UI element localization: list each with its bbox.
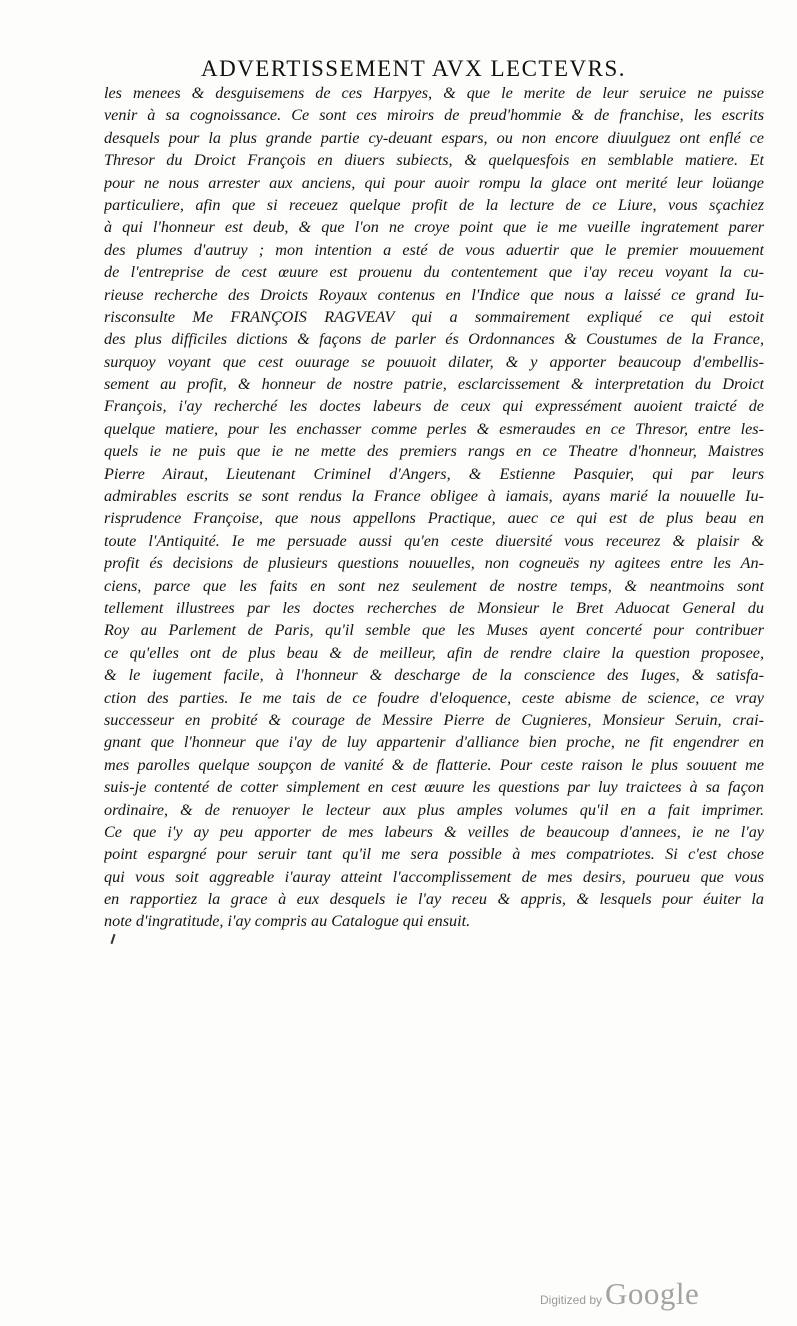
text-line: risconsulte Me FRANÇOIS RAGVEAV qui a sommairement expliqué ce qui estoit: [104, 307, 764, 326]
text-line: rieuse recherche des Droicts Royaux contenus en l'Indice que nous a laissé ce grand Iu-: [104, 285, 764, 304]
text-line: quels ie ne puis que ie ne mette des premiers rangs en ce Theatre d'honneur, Maistres: [104, 442, 764, 461]
digitized-watermark: [540, 1276, 699, 1316]
watermark-prefix: Digitized by: [540, 1293, 603, 1307]
text-line: en rapportiez la grace à eux desquels ie l'ay receu & appris, & lesquels pour éuiter la: [104, 890, 764, 909]
text-line: ordinaire, & de renuoyer le lecteur aux plus amples volumes qu'il en a fait imprimer.: [104, 800, 764, 819]
text-line: des plus difficiles dictions & façons de parler és Ordonnances & Coustumes de la France,: [104, 330, 764, 349]
text-line: à qui l'honneur est deub, & que l'on ne croye point que ie me vueille ingratement parer: [104, 218, 764, 237]
text-line: particuliere, afin que si receuez quelque profit de la lecture de ce Liure, vous sçachiez: [104, 195, 764, 214]
text-line: point espargné pour seruir tant qu'il me sera possible à mes compatriotes. Si c'est chose: [104, 845, 764, 864]
text-line: de l'entreprise de cest œuure est prouenu du contentement que i'ay receu voyant la cu-: [104, 263, 764, 282]
text-line: successeur en probité & courage de Messire Pierre de Cugnieres, Monsieur Seruin, crai-: [104, 710, 764, 729]
text-line: sement au profit, & honneur de nostre patrie, esclarcissement & interpretation du Droict: [104, 375, 764, 394]
text-line-last: note d'ingratitude, i'ay compris au Catalogue qui ensuit.: [104, 912, 471, 931]
body-text: [104, 82, 764, 933]
text-line: quelque matiere, pour les enchasser comme perles & esmeraudes en ce Thresor, entre les-: [104, 419, 764, 438]
text-line: François, i'ay recherché les doctes labeurs de ceux qui expressément auoient traicté de: [104, 397, 764, 416]
text-line: surquoy voyant que cest ouurage se pouuoit dilater, & y apporter beaucoup d'embellis-: [104, 352, 764, 371]
text-line: mes parolles quelque soupçon de vanité & de flatterie. Pour ceste raison le plus souuent me: [104, 755, 764, 774]
running-head: ADVERTISSEMENT AVX LECTEVRS.: [200, 56, 627, 81]
text-line: desquels pour la plus grande partie cy-deuant espars, ou non encore diuulguez ont enflé ce: [104, 128, 764, 147]
text-line: des plumes d'autruy ; mon intention a esté de vous aduertir que le premier mouuement: [104, 240, 764, 259]
text-line: Roy au Parlement de Paris, qu'il semble que les Muses ayent concerté pour contribuer: [104, 621, 764, 640]
text-line: Thresor du Droict François en diuers subiects, & quelquesfois en semblable matiere. Et: [104, 151, 764, 170]
text-line: qui vous soit aggreable i'auray atteint l'accomplissement de mes desirs, pourueu que vous: [104, 867, 764, 886]
text-line: ce qu'elles ont de plus beau & de meilleur, afin de rendre claire la question proposee,: [104, 643, 764, 662]
text-line: & le iugement facile, à l'honneur & descharge de la conscience des Iuges, & satisfa-: [104, 666, 764, 685]
text-line: toute l'Antiquité. Ie me persuade aussi qu'en ceste diuersité vous receurez & plaisir &: [104, 531, 764, 550]
text-line: ction des parties. Ie me tais de ce foudre d'eloquence, ceste abisme de science, ce vray: [104, 688, 764, 707]
text-line: pour ne nous arrester aux anciens, qui pour auoir rompu la glace ont merité leur loüange: [104, 173, 764, 192]
text-line: risprudence Françoise, que nous appellons Practique, auec ce qui est de plus beau en: [104, 509, 764, 528]
text-line: Pierre Airaut, Lieutenant Criminel d'Angers, & Estienne Pasquier, qui par leurs: [104, 464, 764, 483]
google-logo: Google: [605, 1276, 700, 1311]
ink-mark: [111, 934, 116, 944]
text-line: profit és decisions de plusieurs questions nouuelles, non cogneuës ny agitees entre les An-: [104, 554, 764, 573]
text-line: ciens, parce que les faits en sont nez seulement de nostre temps, & neantmoins sont: [104, 576, 764, 595]
text-line: Ce que i'y ay peu apporter de mes labeurs & veilles de beaucoup d'annees, ie ne l'ay: [104, 822, 764, 841]
text-line: suis-je contenté de cotter simplement en cest œuure les questions par luy traictees à sa façon: [104, 778, 764, 797]
text-line: tellement illustrees par les doctes recherches de Monsieur le Bret Aduocat General du: [104, 598, 764, 617]
text-line: gnant que l'honneur que i'ay de luy appartenir d'alliance bien proche, ne fit engendrer en: [104, 733, 764, 752]
text-line: admirables escrits se sont rendus la France obligee à iamais, ayans marié la nouuelle Iu-: [104, 487, 764, 506]
text-line: les menees & desguisemens de ces Harpyes, & que le merite de leur seruice ne puisse: [104, 84, 764, 102]
text-line: venir à sa cognoissance. Ce sont ces miroirs de preud'hommie & de franchise, les escrits: [104, 106, 764, 125]
